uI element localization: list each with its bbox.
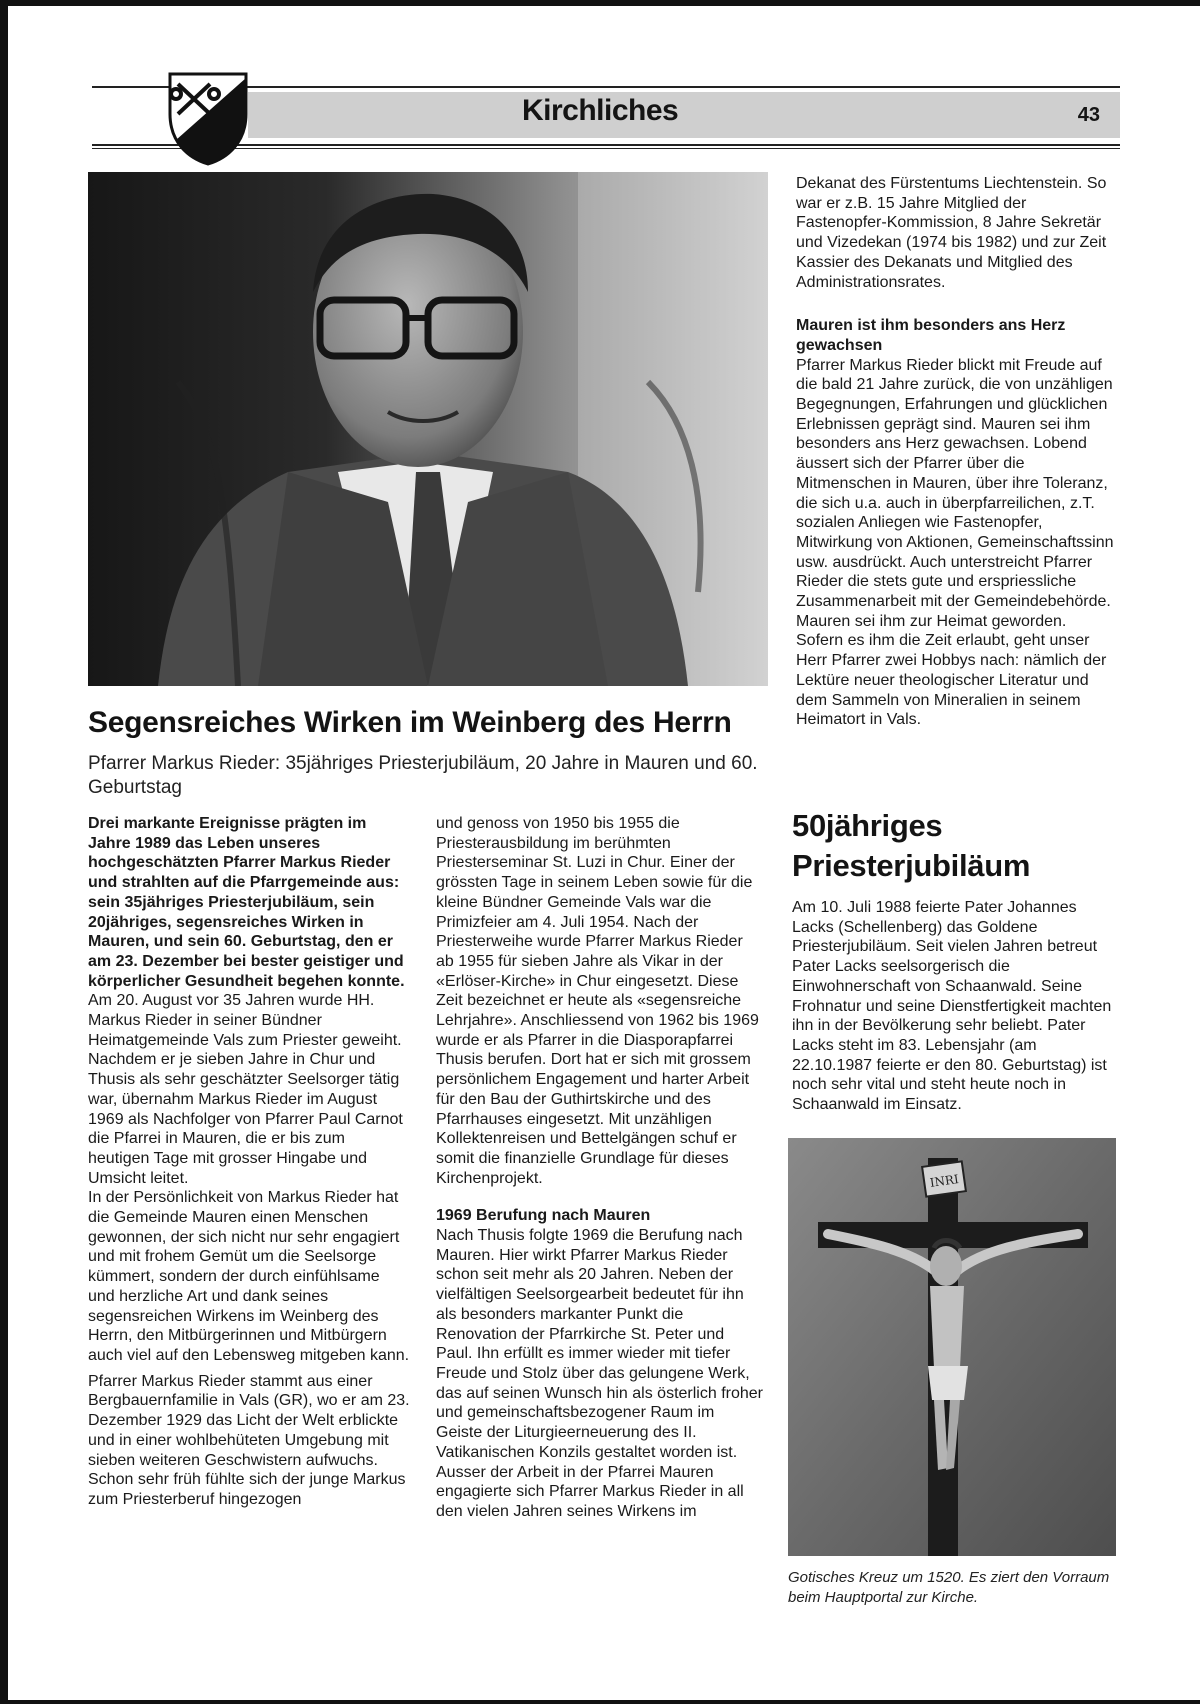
page-border-left (0, 0, 8, 1704)
article-paragraph: Pfarrer Markus Rieder blickt mit Freude auf die bald 21 Jahre zurück, die von unzähligen Begegnungen, Erfahrungen und glücklichen Erlebnissen geprägt sind. Mauren sei ihm besonders ans Herz gewachsen. Lobend äussert sich der Pfarrer über die Mitmenschen in Mauren, über ihre Toleranz, die sich u.a. auch in überpfarreilichen, z.T. sozialen Anliegen wie Fastenopfer, Mitwirkung von Aktionen, Gemeinschaftssinn usw. ausdrückt. Auch unterstreicht Pfarrer Rieder die stets gute und erspriessliche Zusammenarbeit mit der Gemeindebehörde. Mauren sei ihm zur Heimat geworden. (796, 356, 1114, 630)
article-title: Segensreiches Wirken im Weinberg des Herrn (88, 706, 732, 739)
portrait-illustration (88, 172, 768, 686)
section-title: Kirchliches (522, 94, 679, 127)
article-column-2 (436, 814, 764, 1522)
article-lead: Drei markante Ereignisse prägten im Jahre 1989 das Leben unseres hochgeschätzten Pfarrer Markus Rieder und strahlten auf die Pfarrgemeinde aus: sein 35jähriges Priesterjubiläum, sein 20jähriges, segensreiches Wirken in Mauren, und sein 60. Geburtstag, den er am 23. Dezember bei bester geistiger und körperlicher Gesundheit begehen konnte. (88, 815, 405, 990)
sidebar-title: 50jähriges Priesterjubiläum (792, 808, 1031, 883)
article-paragraph: Nach Thusis folgte 1969 die Berufung nach Mauren. Hier wirkt Pfarrer Markus Rieder schon seit mehr als 20 Jahren. Neben der vielfältigen Seelsorgearbeit bedeutet für ihn als besonders markanter Punkt die Renovation der Pfarrkirche St. Peter und Paul. Ihn erfüllt es immer wieder mit tiefer Freude und Stolz über das gelungene Werk, das auf seinen Wunsch hin als österlich froher und gemeinschaftsbezogener Raum im Geiste der Liturgieerneuerung des II. Vatikanischen Konzils gestaltet worden ist. Ausser der Arbeit in der Pfarrei Mauren engagierte sich Pfarrer Markus Rieder in all den vielen Jahren seines Wirkens im (436, 1227, 763, 1520)
article-paragraph: Sofern es ihm die Zeit erlaubt, geht unser Herr Pfarrer zwei Hobbys nach: nämlich der Lektüre neuer theologischer Literatur und dem Sammeln von Mineralien in seinem Heimatort in Vals. (796, 632, 1107, 729)
portrait-photo (88, 172, 768, 686)
article-subtitle: Pfarrer Markus Rieder: 35jähriges Priesterjubiläum, 20 Jahre in Mauren und 60. Geburtstag (88, 753, 758, 798)
article-paragraph: Am 20. August vor 35 Jahren wurde HH. Markus Rieder in seiner Bündner Heimatgemeinde Vals zum Priester geweiht. Nachdem er je sieben Jahre in Chur und Thusis als sehr geschätzter Seelsorger tätig war, übernahm Markus Rieder im August 1969 als Nachfolger von Pfarrer Paul Carnot die Pfarrei in Mauren, die er bis zum heutigen Tage mit grosser Hingabe und Umsicht leitet. (88, 992, 403, 1187)
section-heading-herz: Mauren ist ihm besonders ans Herz gewachsen (796, 317, 1066, 354)
crucifix-caption: Gotisches Kreuz um 1520. Es ziert den Vorraum beim Hauptportal zur Kirche. (788, 1569, 1110, 1606)
inri-sign: INRI (928, 1172, 960, 1190)
article-paragraph: Dekanat des Fürstentums Liechtenstein. So war er z.B. 15 Jahre Mitglied der Fastenopfer-Kommission, 8 Jahre Sekretär und Vizedekan (1974 bis 1982) und zur Zeit Kassier des Dekanats und Mitglied des Administrationsrates. (796, 175, 1107, 291)
article-paragraph: In der Persönlichkeit von Markus Rieder hat die Gemeinde Mauren einen Menschen gewonnen, der sich nicht nur sehr engagiert und mit frohem Gemüt um die Seelsorge kümmert, sondern der durch einfühlsame und herzliche Art und dank seines segensreichen Wirkens im Weinberg des Herrn, den Mitbürgerinnen und Mitbürgern auch viel auf den Lebensweg mitgeben kann. (88, 1189, 410, 1364)
header-band-fill (248, 92, 1120, 138)
article-paragraph: Schon sehr früh fühlte sich der junge Markus zum Priesterberuf hingezogen (88, 1471, 406, 1508)
article-column-3 (796, 174, 1118, 730)
municipal-crest-icon (166, 70, 250, 166)
section-heading-berufung: 1969 Berufung nach Mauren (436, 1207, 651, 1225)
article-paragraph: und genoss von 1950 bis 1955 die Priesterausbildung im berühmten Priesterseminar St. Luzi in Chur. Einer der grössten Tage in seinem Leben sowie für die kleine Bündner Gemeinde Vals war die Primizfeier am 4. Juli 1954. Nach der Priesterweihe wurde Pfarrer Markus Rieder ab 1955 für sieben Jahre als Vikar in der «Erlöser-Kirche» in Chur eingesetzt. Diese Zeit bezeichnet er heute als «segensreiche Lehrjahre». Anschliessend von 1962 bis 1969 wurde er als Pfarrer in die Diasporapfarrei Thusis berufen. Dort hat er sich mit grossem persönlichem Engagement und harter Arbeit für den Bau der Guthirtskirche und des Pfarrhauses eingesetzt. Mit unzähligen Kollektenreisen und Bettelgängen schuf er somit die finanzielle Grundlage für dieses Kirchenprojekt. (436, 815, 759, 1187)
article-column-1 (88, 814, 410, 1510)
page-number: 43 (1077, 104, 1100, 126)
crucifix-illustration (788, 1138, 1116, 1556)
article-paragraph: Pfarrer Markus Rieder stammt aus einer Bergbauernfamilie in Vals (GR), wo er am 23. Dezember 1929 das Licht der Welt erblickte und in einer wohlbehüteten Umgebung mit sieben weiteren Geschwistern aufwuchs. (88, 1372, 410, 1469)
sidebar-body (792, 898, 1118, 1115)
sidebar-paragraph: Am 10. Juli 1988 feierte Pater Johannes Lacks (Schellenberg) das Goldene Priesterjubiläum. Seit vielen Jahren betreut Pater Lacks seelsorgerisch die Einwohnerschaft von Schaanwald. Seine Frohnatur und seine Dienstfertigkeit machten ihn in der Bevölkerung sehr beliebt. Pater Lacks steht im 83. Lebensjahr (am 22.10.1987 feierte er den 80. Geburtstag) ist noch sehr vital und steht heute noch in Schaanwald im Einsatz. (792, 899, 1112, 1114)
crucifix-photo (788, 1138, 1116, 1556)
page-border-bottom (0, 1700, 1200, 1704)
page-border-top (0, 0, 1200, 6)
